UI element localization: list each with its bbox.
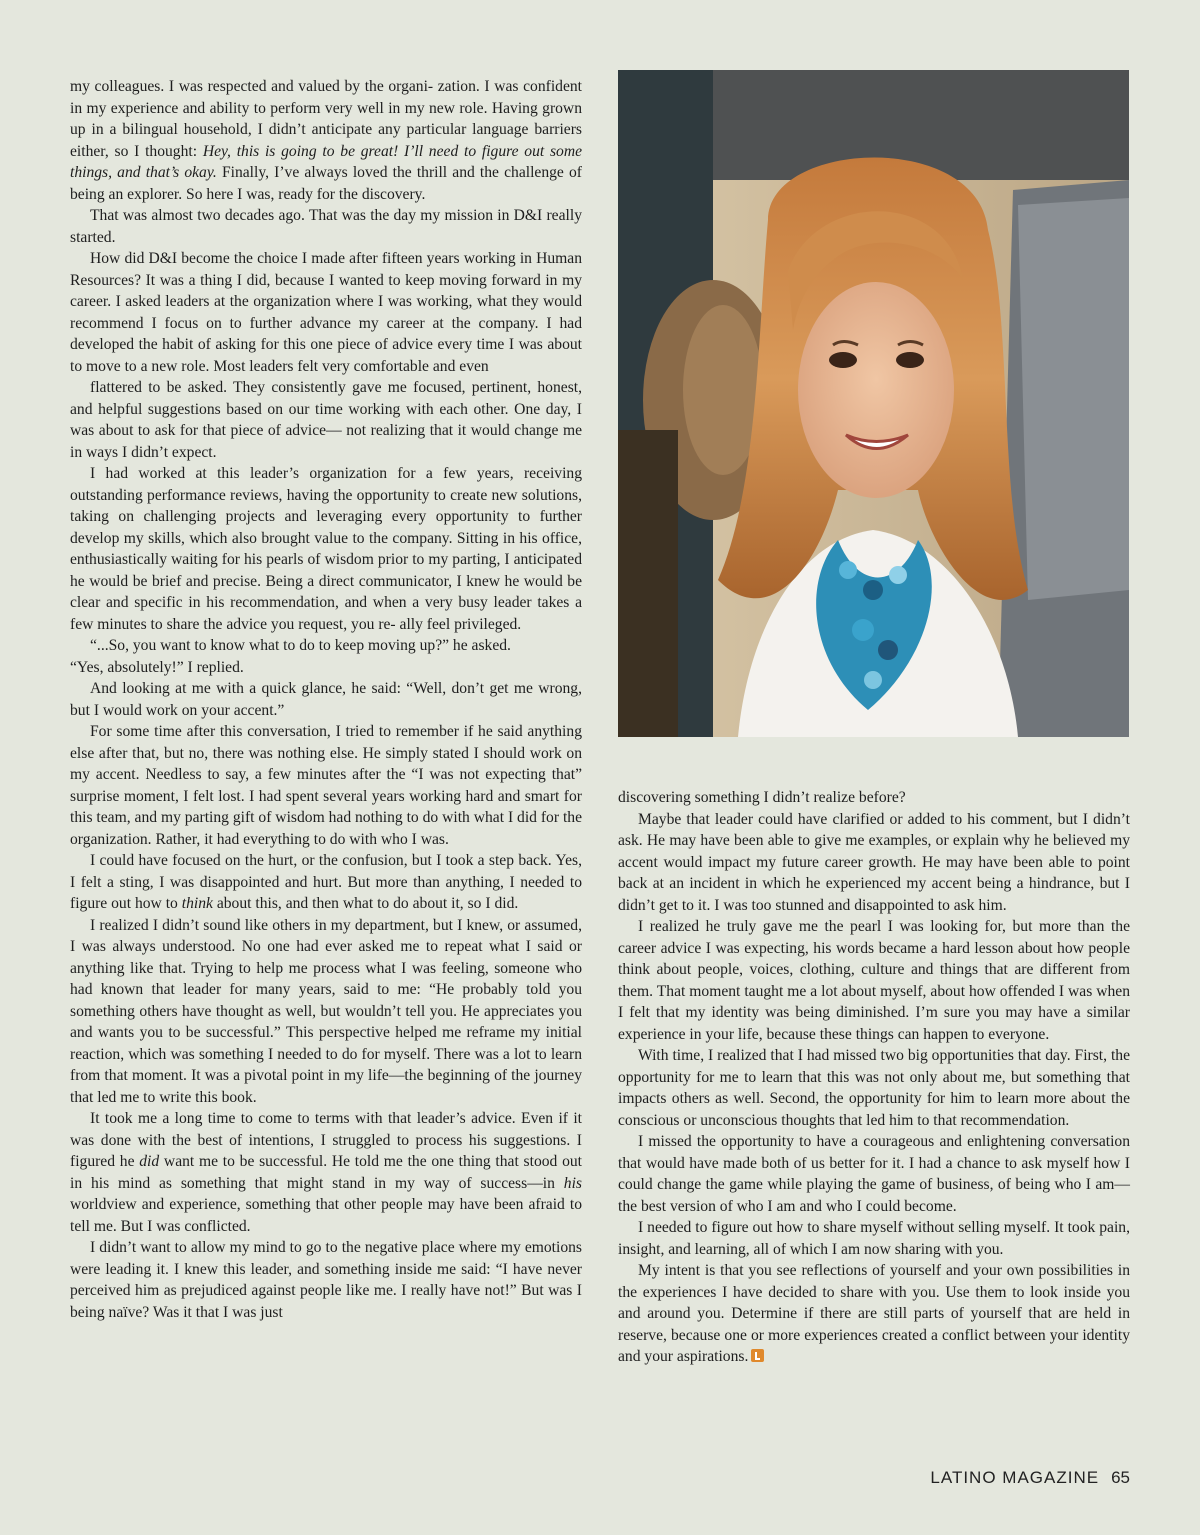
italic-text: his xyxy=(563,1174,582,1192)
text-run: My intent is that you see reflections of yourself and your own possibilities in the experiences I have decided to share with you. Use them to look inside you and around you. Determine if there are still parts of yourself that are held in reserve, because one or more experiences created a conflict between your identity and your aspirations. xyxy=(618,1262,1130,1365)
magazine-name: LATINO MAGAZINE xyxy=(930,1468,1100,1487)
italic-text: Hey, this is going to be great! I’ll need to figure out some things, and that’s okay. xyxy=(70,142,583,181)
page-number: 65 xyxy=(1111,1468,1130,1487)
text-run: I didn’t want to allow my mind to go to the negative place where my emotions were leading it. I knew this leader, and something inside me said: “I have never perceived him as prejudiced against people like me. I really have not!” But was I being naïve? Was it that I was just xyxy=(70,1239,582,1321)
text-run: With time, I realized that I had missed two big opportunities that day. First, the opportunity for me to learn that this was not only about me, but something that impacts others as well. Second, the opportunity for him to learn more about the conscious or unconscious thoughts that led him to that recommendation. xyxy=(618,1047,1130,1129)
text-run: I needed to figure out how to share myself without selling myself. It took pain, insight, and learning, all of which I am now sharing with you. xyxy=(618,1219,1130,1258)
paragraph xyxy=(618,1045,1130,1131)
paragraph xyxy=(70,678,582,721)
author-portrait-photo xyxy=(618,70,1129,737)
text-run: I had worked at this leader’s organization for a few years, receiving outstanding performance reviews, having the opportunity to create new solutions, taking on challenging projects and leveraging every opportunity to further develop my skills, which also brought value to the company. Sitting in his office, enthusiastically waiting for his pearls of wisdom prior to my parting, I anticipated he would be brief and precise. Being a direct communicator, I knew he would be clear and specific in his recommendation, and when a very busy leader takes a few minutes to share the advice you request, you re- ally feel privileged. xyxy=(70,465,582,633)
text-run: discovering something I didn’t realize before? xyxy=(618,789,906,806)
paragraph xyxy=(618,916,1130,1045)
text-run: worldview and experience, something that other people may have been afraid to tell me. But I was conflicted. xyxy=(70,1196,582,1235)
paragraph xyxy=(70,205,582,248)
text-run: I realized he truly gave me the pearl I was looking for, but more than the career advice I was expecting, his words became a hard lesson about how people think about people, voices, clothing, culture and things that are different from them. That moment taught me a lot about myself, about how offended I was when I felt that my identity was being diminished. I’m sure you may have a similar experience in your life, because these things can happen to everyone. xyxy=(618,918,1130,1043)
text-run: about this, and then what to do about it, so I did. xyxy=(212,895,519,912)
paragraph xyxy=(70,1108,582,1237)
text-run: “Yes, absolutely!” I replied. xyxy=(70,658,244,676)
article-column-left xyxy=(70,76,582,1323)
text-run: That was almost two decades ago. That was the day my mission in D&I really started. xyxy=(70,207,582,246)
text-run: Finally, I’ve always loved the thrill and the challenge of being an explorer. So here I was, ready for the discovery. xyxy=(70,164,582,203)
text-run: I could have focused on the hurt, or the confusion, but I took a step back. Yes, I felt a sting, I was disappointed and hurt. But more than anything, I needed to figure out how to xyxy=(70,852,582,912)
end-of-article-icon xyxy=(751,1349,764,1362)
paragraph xyxy=(618,809,1130,917)
paragraph xyxy=(70,915,582,1109)
paragraph xyxy=(70,463,582,635)
text-run: flattered to be asked. They consistently gave me focused, pertinent, honest, and helpful suggestions based on our time working with each other. One day, I was about to ask for that piece of advice— not realizing that it would change me in ways I didn’t expect. xyxy=(70,379,582,461)
paragraph xyxy=(70,657,582,679)
text-run: How did D&I become the choice I made after fifteen years working in Human Resources? It was a thing I did, because I wanted to keep moving forward in my career. I asked leaders at the organization where I was working, what they would recommend I focus on to further advance my career at the company. I had developed the habit of asking for this one piece of advice every time I was about to move to a new role. Most leaders felt very comfortable and even xyxy=(70,250,582,375)
paragraph xyxy=(70,850,582,915)
text-run: I missed the opportunity to have a courageous and enlightening conversation that would have made both of us better for it. I had a chance to ask myself how I could change the game while playing the game of business, of being who I am—the best version of who I am and who I could become. xyxy=(618,1133,1130,1215)
paragraph xyxy=(70,1237,582,1323)
paragraph xyxy=(70,377,582,463)
paragraph xyxy=(70,635,582,657)
text-run: “...So, you want to know what to do to keep moving up?” he asked. xyxy=(90,637,511,654)
text-run: I realized I didn’t sound like others in my department, but I knew, or assumed, I was always understood. No one had ever asked me to repeat what I said or anything like that. Trying to help me process what I was feeling, someone who had known that leader for many years, said to me: “He probably told you something others have thought as well, but wouldn’t tell you. He appreciates you and wants you to be successful.” This perspective helped me reframe my initial reaction, which was something I needed to do for myself. There was a lot to learn from that moment. It was a pivotal point in my life—the beginning of the journey that led me to write this book. xyxy=(70,916,582,1106)
text-run: want me to be successful. He told me the one thing that stood out in his mind as something that might stand in my way of success—in xyxy=(70,1153,583,1192)
text-run: my colleagues. I was respected and valued by the organi- zation. I was confident in my experience and ability to perform very well in my new role. Having grown up in a bilingual household, I didn’t anticipate any particular language barriers either, so I thought: xyxy=(70,78,582,160)
text-run: For some time after this conversation, I tried to remember if he said anything else after that, but no, there was nothing else. He simply stated I should work on my accent. Needless to say, a few minutes after the “I was not expecting that” surprise moment, I felt lost. I had spent several years working hard and smart for this team, and my parting gift of wisdom had nothing to do with what I did for the organization. Rather, it had everything to do with who I was. xyxy=(70,723,582,848)
paragraph xyxy=(618,1217,1130,1260)
paragraph xyxy=(70,76,582,205)
text-run: Maybe that leader could have clarified or added to his comment, but I didn’t ask. He may have been able to give me examples, or explain why he believed my accent would impact my future career growth. He may have been able to point back at an incident in which he experienced my accent being a hindrance, but I didn’t get to it. I was too stunned and disappointed to ask him. xyxy=(618,810,1130,914)
article-column-right xyxy=(618,787,1130,1368)
paragraph xyxy=(618,1260,1130,1368)
text-run: It took me a long time to come to terms with that leader’s advice. Even if it was done with the best of intentions, I struggled to process his suggestions. I figured he xyxy=(70,1110,582,1170)
page-footer xyxy=(930,1468,1130,1488)
italic-text: did xyxy=(139,1153,160,1170)
paragraph xyxy=(618,787,1130,809)
paragraph xyxy=(618,1131,1130,1217)
paragraph xyxy=(70,248,582,377)
italic-text: think xyxy=(181,895,213,912)
text-run: And looking at me with a quick glance, he said: “Well, don’t get me wrong, but I would work on your accent.” xyxy=(70,680,582,719)
paragraph xyxy=(70,721,582,850)
